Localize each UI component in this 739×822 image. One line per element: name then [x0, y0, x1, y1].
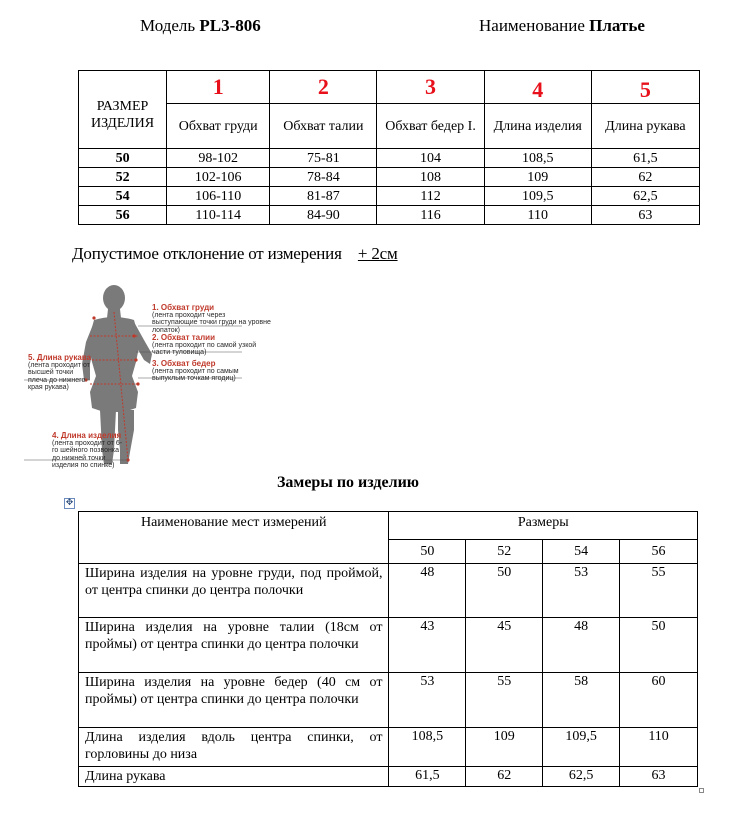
value-cell: 109	[466, 728, 543, 767]
measure-name-cell: Ширина изделия на уровне бедер (40 см от проймы) от центра спинки до центра полочки	[79, 673, 389, 728]
value-cell: 110	[620, 728, 698, 767]
value-cell: 53	[389, 673, 466, 728]
size-header-cell: 52	[466, 540, 543, 564]
value-cell: 50	[620, 618, 698, 673]
value-cell: 98-102	[167, 149, 270, 168]
size-table	[78, 70, 700, 225]
table-row	[79, 767, 698, 787]
size-corner-header: РАЗМЕР ИЗДЕЛИЯ	[79, 71, 167, 149]
value-cell: 108,5	[484, 149, 591, 168]
table-row	[79, 168, 700, 187]
table-row	[79, 673, 698, 728]
header-measure-names: Наименование мест измерений	[79, 512, 389, 564]
value-cell: 48	[389, 564, 466, 618]
value-cell: 106-110	[167, 187, 270, 206]
header-sizes: Размеры	[389, 512, 698, 540]
value-cell: 81-87	[270, 187, 377, 206]
value-cell: 48	[543, 618, 620, 673]
col-number-4: 4	[484, 71, 591, 104]
table-row	[79, 618, 698, 673]
value-cell: 62	[591, 168, 699, 187]
value-cell: 110-114	[167, 206, 270, 225]
value-cell: 78-84	[270, 168, 377, 187]
size-cell: 54	[79, 187, 167, 206]
value-cell: 116	[377, 206, 484, 225]
col-number-5: 5	[591, 71, 699, 104]
value-cell: 75-81	[270, 149, 377, 168]
table-row	[79, 187, 700, 206]
measure-name-cell: Длина изделия вдоль центра спинки, от горловины до низа	[79, 728, 389, 767]
value-cell: 108,5	[389, 728, 466, 767]
value-cell: 43	[389, 618, 466, 673]
value-cell: 61,5	[389, 767, 466, 787]
table-move-handle-icon[interactable]: ✥	[65, 498, 74, 508]
col-number-1: 1	[167, 71, 270, 104]
table-row	[79, 564, 698, 618]
table-row	[79, 728, 698, 767]
value-cell: 63	[591, 206, 699, 225]
value-cell: 109,5	[543, 728, 620, 767]
table-resize-handle[interactable]	[699, 788, 704, 793]
value-cell: 108	[377, 168, 484, 187]
value-cell: 61,5	[591, 149, 699, 168]
col-number-2: 2	[270, 71, 377, 104]
measure-name-cell: Длина рукава	[79, 767, 389, 787]
value-cell: 109,5	[484, 187, 591, 206]
size-cell: 52	[79, 168, 167, 187]
value-cell: 45	[466, 618, 543, 673]
figure-label-length: 4. Длина изделия (лента проходит от 6-го шейного позвонка до нижней точки изделия по спинке)	[52, 431, 123, 469]
value-cell: 55	[466, 673, 543, 728]
value-cell: 104	[377, 149, 484, 168]
value-cell: 55	[620, 564, 698, 618]
figure-label-sleeve: 5. Длина рукава (лента проходит от высшей точки плеча до нижнего края рукава)	[28, 353, 92, 391]
model-value: PL3-806	[199, 16, 261, 35]
figure-label-hips: 3. Обхват бедер (лента проходит по самым выпуклым точкам ягодиц)	[152, 359, 239, 382]
value-cell: 110	[484, 206, 591, 225]
value-cell: 109	[484, 168, 591, 187]
col-label-hips: Обхват бедер I.	[377, 104, 484, 149]
value-cell: 53	[543, 564, 620, 618]
value-cell: 102-106	[167, 168, 270, 187]
tolerance-text: Допустимое отклонение от измерения	[72, 244, 342, 263]
measure-name-cell: Ширина изделия на уровне талии (18см от проймы) от центра спинки до центра полочки	[79, 618, 389, 673]
size-header-cell: 54	[543, 540, 620, 564]
value-cell: 62,5	[591, 187, 699, 206]
name-label: Наименование	[479, 16, 585, 35]
value-cell: 62	[466, 767, 543, 787]
size-cell: 56	[79, 206, 167, 225]
model-label: Модель	[140, 16, 196, 35]
table-row	[79, 149, 700, 168]
col-label-length: Длина изделия	[484, 104, 591, 149]
value-cell: 50	[466, 564, 543, 618]
col-label-bust: Обхват груди	[167, 104, 270, 149]
name-value: Платье	[589, 16, 645, 35]
size-cell: 50	[79, 149, 167, 168]
figure-label-waist: 2. Обхват талии (лента проходит по самой узкой части туловища)	[152, 333, 257, 356]
value-cell: 84-90	[270, 206, 377, 225]
value-cell: 63	[620, 767, 698, 787]
value-cell: 112	[377, 187, 484, 206]
value-cell: 60	[620, 673, 698, 728]
tolerance-value: + 2см	[357, 244, 398, 263]
table-row	[79, 206, 700, 225]
value-cell: 58	[543, 673, 620, 728]
measures-table	[78, 511, 698, 787]
size-header-cell: 50	[389, 540, 466, 564]
col-number-3: 3	[377, 71, 484, 104]
model-heading	[140, 16, 261, 36]
tolerance-note	[72, 244, 398, 264]
col-label-sleeve: Длина рукава	[591, 104, 699, 149]
value-cell: 62,5	[543, 767, 620, 787]
col-label-waist: Обхват талии	[270, 104, 377, 149]
measures-title: Замеры по изделию	[276, 474, 420, 491]
measure-name-cell: Ширина изделия на уровне груди, под проймой, от центра спинки до центра полочки	[79, 564, 389, 618]
name-heading	[479, 16, 645, 36]
measurement-figure	[24, 280, 274, 470]
size-header-cell: 56	[620, 540, 698, 564]
figure-label-bust: 1. Обхват груди (лента проходит через выступающие точки груди на уровне лопаток)	[152, 303, 271, 334]
